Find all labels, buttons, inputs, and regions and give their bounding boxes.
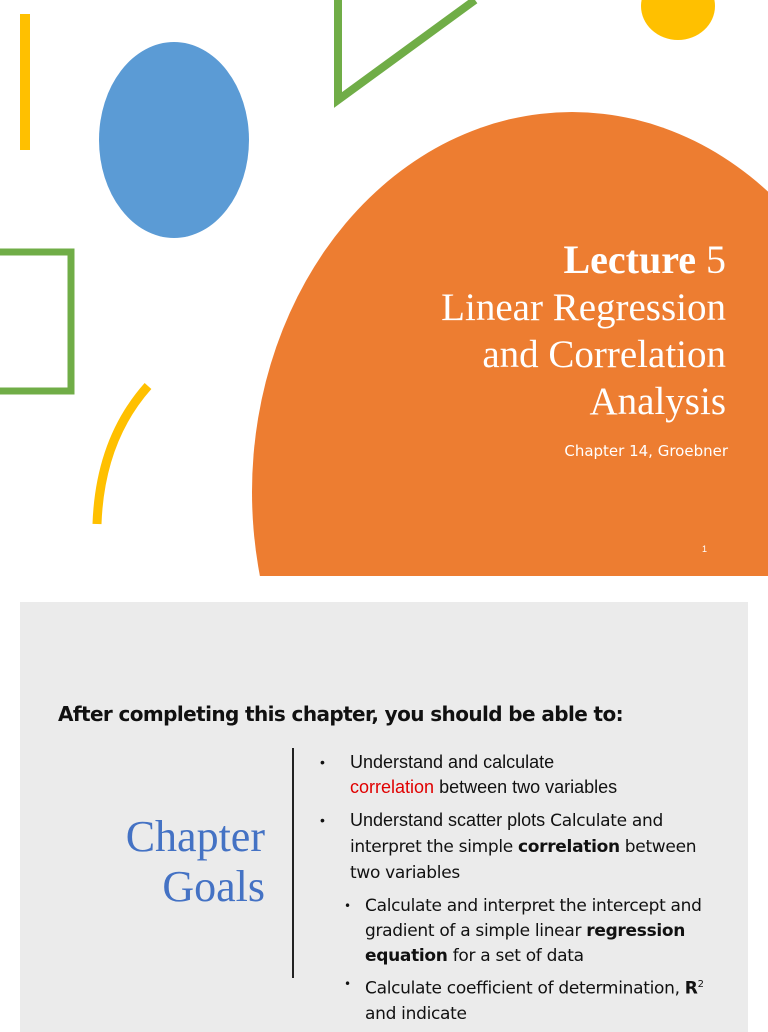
sub-list-item	[320, 894, 730, 969]
bold-text: correlation	[517, 837, 620, 857]
bullet-icon: •	[344, 899, 351, 913]
title-line: Analysis	[589, 380, 726, 423]
bullet-text: Calculate and interpret the intercept and gradient of a simple linear	[365, 896, 702, 941]
list-item	[320, 808, 730, 886]
yellow-circle-shape	[641, 0, 715, 40]
bold-text: regression equation	[365, 921, 686, 966]
bullet-text: Understand scatter plots	[350, 810, 546, 830]
green-triangle-shape	[338, 0, 475, 100]
bullet-text: for a set of data	[452, 946, 584, 966]
bullet-text: Calculate coefficient of determination,	[365, 978, 680, 999]
section-title-line: Chapter	[125, 812, 265, 861]
sub-list-item	[320, 972, 730, 1027]
page-number: 1	[701, 544, 707, 554]
section-title-line: Goals	[162, 862, 265, 911]
yellow-bar-shape	[20, 14, 30, 150]
title-line: and Correlation	[482, 333, 726, 376]
section-title	[90, 812, 265, 912]
bullet-text: and indicate	[365, 1003, 467, 1024]
yellow-arc-shape	[97, 386, 148, 524]
green-square-shape	[0, 252, 71, 391]
bullet-icon: •	[320, 754, 325, 770]
bold-text: R	[684, 978, 698, 999]
bullet-icon: •	[344, 977, 351, 991]
superscript: 2	[697, 979, 704, 990]
slide-subtitle: Chapter 14, Groebner	[564, 442, 728, 460]
title-lecture: Lecture	[563, 237, 696, 282]
bullet-text: between two variables	[350, 837, 697, 883]
bullet-text: Understand and calculate	[350, 752, 555, 772]
chapter-goals-slide	[20, 602, 748, 1032]
bullet-text: between two variables	[439, 777, 618, 797]
list-item	[320, 750, 730, 800]
title-line: Linear Regression	[441, 286, 726, 329]
bullet-icon: •	[320, 812, 325, 828]
goals-list	[320, 750, 730, 1030]
title-number: 5	[706, 237, 726, 282]
slide-title	[366, 236, 726, 425]
vertical-divider	[292, 748, 294, 978]
highlight-text: correlation	[350, 777, 435, 797]
blue-ellipse-shape	[99, 42, 249, 238]
intro-text: After completing this chapter, you should be able to:	[58, 702, 624, 726]
bullet-text: Calculate and interpret the simple	[350, 811, 664, 857]
